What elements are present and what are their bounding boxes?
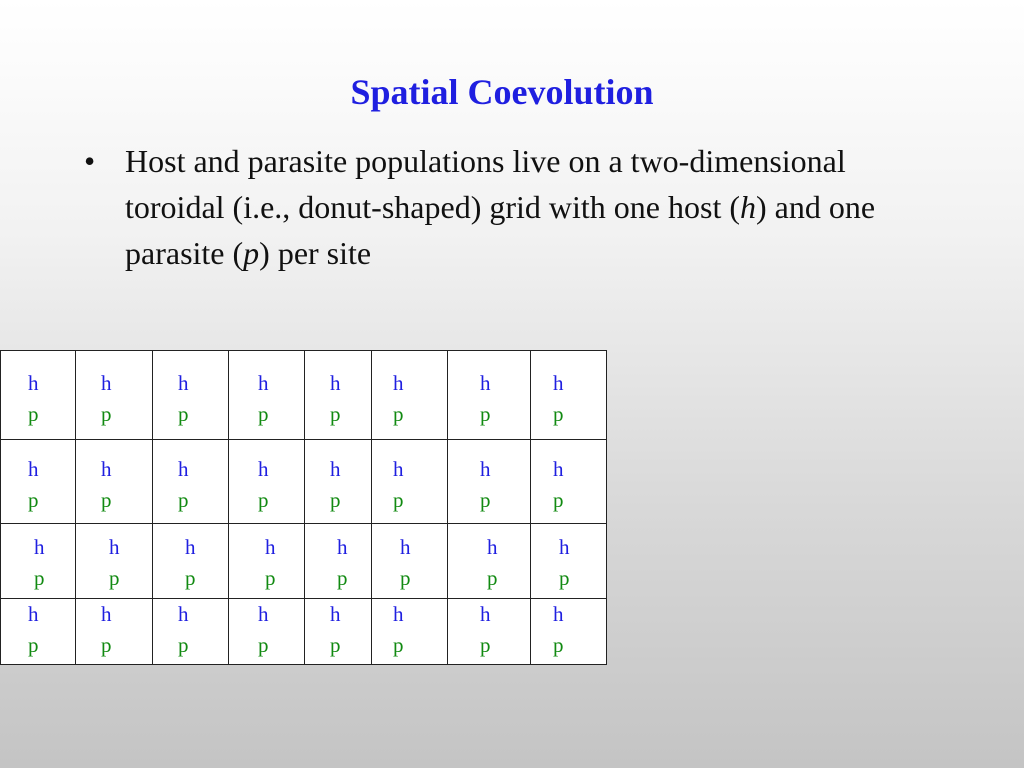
parasite-label: p: [487, 566, 498, 590]
host-label: h: [553, 602, 564, 626]
grid-cell: [531, 351, 607, 440]
grid-cell: [76, 440, 153, 524]
host-label: h: [101, 457, 112, 481]
grid-cell-content: [305, 440, 371, 516]
parasite-label: p: [258, 633, 269, 657]
parasite-label: p: [178, 402, 189, 426]
grid-cell-content: [76, 524, 152, 594]
host-label: h: [553, 371, 564, 395]
grid-cell: [531, 524, 607, 599]
host-label: h: [178, 602, 189, 626]
parasite-label: p: [337, 566, 348, 590]
grid-cell: [1, 440, 76, 524]
parasite-label: p: [330, 402, 341, 426]
grid-cell: [76, 599, 153, 665]
grid-cell: [76, 524, 153, 599]
host-label: h: [400, 535, 411, 559]
grid-cell-content: [76, 351, 152, 430]
grid-cell: [305, 599, 372, 665]
grid-cell: [448, 351, 531, 440]
host-label: h: [393, 602, 404, 626]
parasite-label: p: [553, 402, 564, 426]
grid-cell: [372, 351, 448, 440]
grid-cell-content: [531, 599, 606, 661]
host-label: h: [178, 457, 189, 481]
host-label: h: [265, 535, 276, 559]
grid-cell-content: [372, 599, 447, 661]
parasite-label: p: [28, 402, 39, 426]
grid-cell: [372, 440, 448, 524]
host-label: h: [487, 535, 498, 559]
grid-cell: [305, 524, 372, 599]
grid-cell-content: [153, 599, 228, 661]
grid-cell-content: [1, 440, 75, 516]
bullet-text-part1: Host and parasite populations live on a two-dimensional toroidal (i.e., donut-shaped) grid with one host (: [125, 143, 846, 225]
grid-cell: [153, 524, 229, 599]
grid-cell: [229, 599, 305, 665]
host-parasite-grid: [0, 350, 607, 665]
parasite-label: p: [258, 488, 269, 512]
host-label: h: [553, 457, 564, 481]
parasite-label: p: [185, 566, 196, 590]
grid-cell-content: [153, 524, 228, 594]
parasite-label: p: [101, 402, 112, 426]
grid-cell-content: [305, 524, 371, 594]
grid-cell: [229, 351, 305, 440]
host-label: h: [28, 371, 39, 395]
grid-cell: [448, 440, 531, 524]
parasite-label: p: [28, 633, 39, 657]
grid-row: [1, 524, 607, 599]
grid-cell: [372, 599, 448, 665]
grid-row: [1, 440, 607, 524]
grid-cell-content: [229, 524, 304, 594]
bullet-marker: •: [84, 143, 96, 179]
parasite-label: p: [393, 402, 404, 426]
grid-cell: [372, 524, 448, 599]
host-label: h: [258, 602, 269, 626]
bullet-text-part2: ) and one parasite (: [125, 189, 876, 271]
parasite-label: p: [330, 633, 341, 657]
host-label: h: [559, 535, 570, 559]
parasite-label: p: [101, 488, 112, 512]
parasite-label: p: [480, 488, 491, 512]
grid-cell-content: [448, 351, 530, 430]
grid-cell-content: [531, 351, 606, 430]
parasite-label: p: [393, 633, 404, 657]
grid-cell-content: [531, 524, 606, 594]
grid-cell-content: [531, 440, 606, 516]
grid-cell-content: [76, 440, 152, 516]
grid-cell-content: [1, 599, 75, 661]
host-label: h: [330, 457, 341, 481]
grid-cell: [153, 351, 229, 440]
host-label: h: [28, 602, 39, 626]
grid-cell: [305, 440, 372, 524]
grid-cell: [1, 599, 76, 665]
host-label: h: [185, 535, 196, 559]
grid-cell-content: [305, 599, 371, 661]
grid-cell-content: [229, 440, 304, 516]
host-label: h: [258, 457, 269, 481]
grid-cell-content: [372, 440, 447, 516]
parasite-label: p: [178, 488, 189, 512]
grid-cell-content: [229, 351, 304, 430]
host-label: h: [34, 535, 45, 559]
parasite-label: p: [109, 566, 120, 590]
parasite-label: p: [559, 566, 570, 590]
grid-cell-content: [153, 351, 228, 430]
grid-cell-content: [448, 524, 530, 594]
parasite-label: p: [480, 402, 491, 426]
host-label: h: [101, 602, 112, 626]
host-label: h: [178, 371, 189, 395]
host-label: h: [28, 457, 39, 481]
grid-cell: [229, 440, 305, 524]
grid-cell: [305, 351, 372, 440]
host-label: h: [480, 371, 491, 395]
grid-cell-content: [1, 351, 75, 430]
grid-cell: [153, 440, 229, 524]
grid-cell-content: [372, 524, 447, 594]
grid-cell: [229, 524, 305, 599]
grid-cell: [448, 599, 531, 665]
bullet-list: [84, 138, 944, 276]
parasite-label: p: [553, 488, 564, 512]
parasite-symbol: p: [243, 235, 260, 271]
bullet-text-part3: ) per site: [259, 235, 372, 271]
grid-cell-content: [305, 351, 371, 430]
slide-title: Spatial Coevolution: [350, 72, 654, 112]
grid-cell-content: [372, 351, 447, 430]
host-label: h: [480, 457, 491, 481]
host-label: h: [337, 535, 348, 559]
host-label: h: [258, 371, 269, 395]
parasite-label: p: [265, 566, 276, 590]
grid-cell: [76, 351, 153, 440]
parasite-label: p: [553, 633, 564, 657]
host-label: h: [330, 371, 341, 395]
parasite-label: p: [480, 633, 491, 657]
parasite-label: p: [28, 488, 39, 512]
grid-cell-content: [1, 524, 75, 594]
grid-row: [1, 599, 607, 665]
grid-cell: [531, 599, 607, 665]
host-label: h: [109, 535, 120, 559]
host-symbol: h: [739, 189, 756, 225]
host-label: h: [393, 457, 404, 481]
parasite-label: p: [101, 633, 112, 657]
grid-cell: [531, 440, 607, 524]
parasite-label: p: [400, 566, 411, 590]
grid-cell-content: [448, 440, 530, 516]
grid-cell-content: [448, 599, 530, 661]
parasite-label: p: [258, 402, 269, 426]
grid-cell: [1, 524, 76, 599]
bullet-item: [84, 138, 944, 276]
host-label: h: [330, 602, 341, 626]
host-label: h: [480, 602, 491, 626]
grid-cell-content: [153, 440, 228, 516]
parasite-label: p: [178, 633, 189, 657]
host-label: h: [393, 371, 404, 395]
grid-cell: [153, 599, 229, 665]
grid-row: [1, 351, 607, 440]
grid-cell: [448, 524, 531, 599]
parasite-label: p: [330, 488, 341, 512]
grid-cell-content: [76, 599, 152, 661]
grid-cell-content: [229, 599, 304, 661]
grid-cell: [1, 351, 76, 440]
parasite-label: p: [393, 488, 404, 512]
parasite-label: p: [34, 566, 45, 590]
host-label: h: [101, 371, 112, 395]
